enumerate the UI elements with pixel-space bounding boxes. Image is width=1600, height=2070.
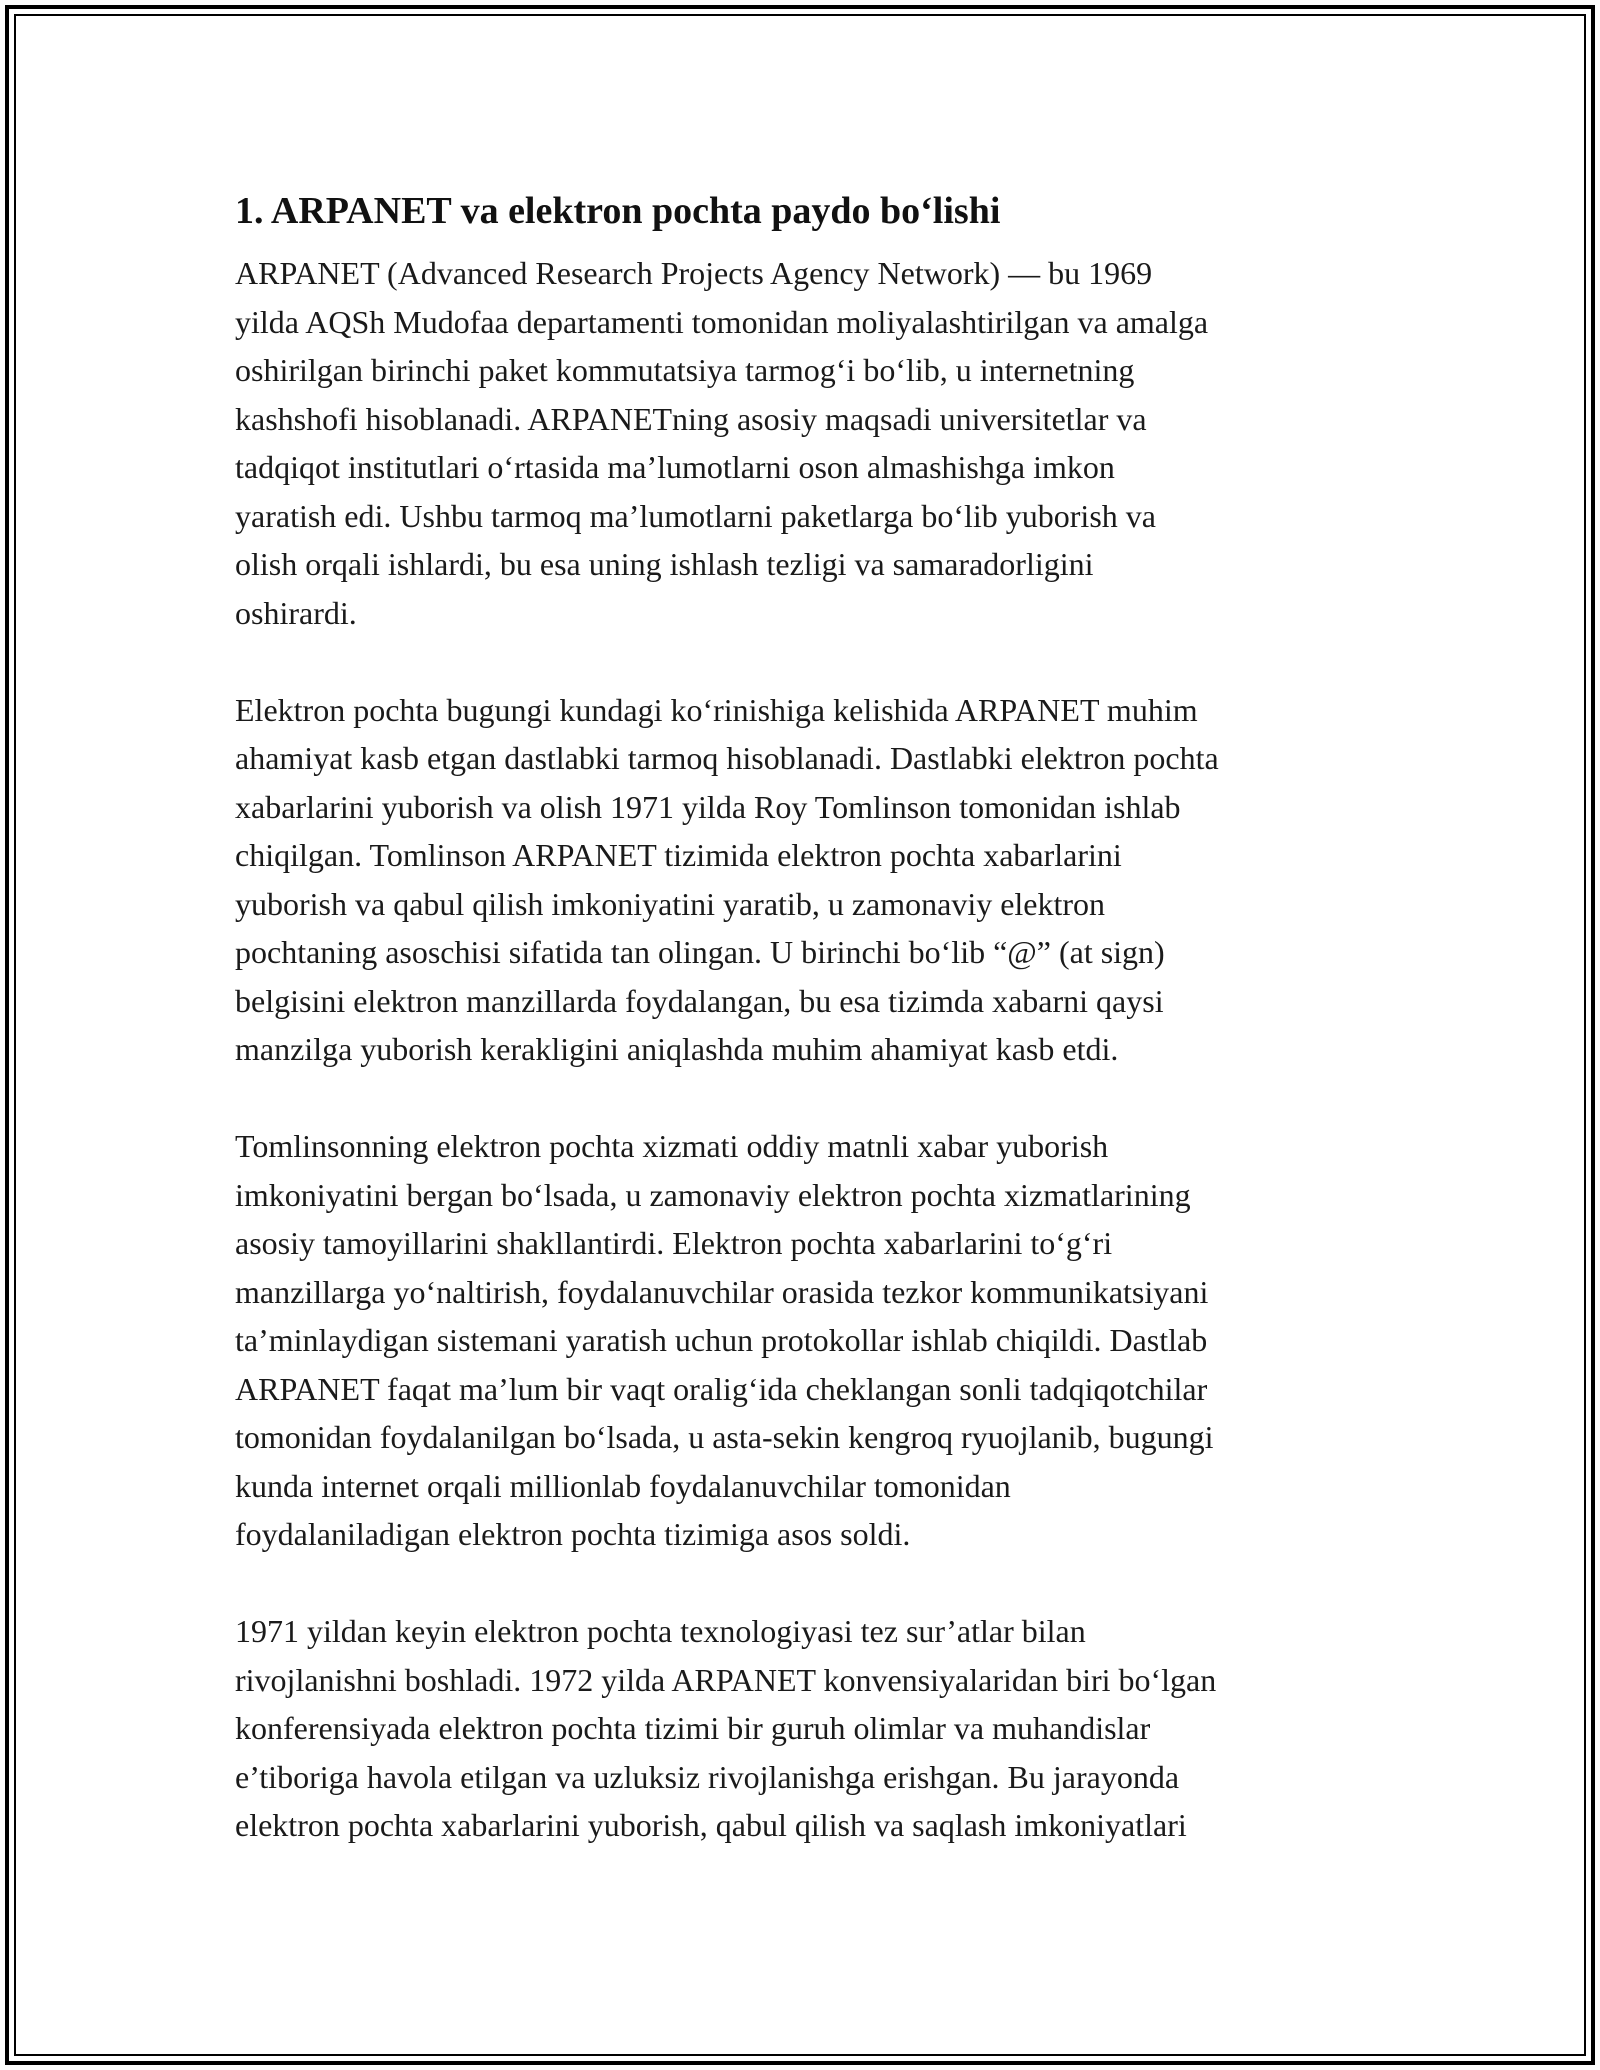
paragraph-email-origin [235,686,1375,1074]
text-line: ARPANET (Advanced Research Projects Agency Network) — bu 1969 [235,255,1153,291]
paragraph-tomlinson-service [235,1122,1375,1559]
text-line: olish orqali ishlardi, bu esa uning ishlash tezligi va samaradorligini [235,546,1094,582]
text-line: ARPANET faqat ma’lum bir vaqt oralig‘ida cheklangan sonli tadqiqotchilar [235,1370,1208,1407]
text-line: xabarlarini yuborish va olish 1971 yilda Roy Tomlinson tomonidan ishlab [235,788,1181,825]
text-line: ta’minlaydigan sistemani yaratish uchun protokollar ishlab chiqildi. Dastlab [235,1322,1208,1358]
text-line: asosiy tamoyillarini shakllantirdi. Elektron pochta xabarlarini to‘g‘ri [235,1225,1113,1261]
text-line: Tomlinsonning elektron pochta xizmati oddiy matnli xabar yuborish [235,1128,1109,1164]
paragraph-arpanet-intro [235,249,1375,637]
text-line: pochtaning asoschisi sifatida tan olingan. U birinchi bo‘lib “@” (at sign) [235,934,1165,970]
text-line: oshirilgan birinchi paket kommutatsiya tarmog‘i bo‘lib, u internetning [235,352,1135,388]
text-line: elektron pochta xabarlarini yuborish, qabul qilish va saqlash imkoniyatlari [235,1807,1187,1843]
text-line: e’tiboriga havola etilgan va uzluksiz rivojlanishga erishgan. Bu jarayonda [235,1758,1180,1795]
text-line: manzillarga yo‘naltirish, foydalanuvchilar orasida tezkor kommunikatsiyani [235,1273,1209,1310]
text-line: kunda internet orqali millionlab foydalanuvchilar tomonidan [235,1467,1011,1504]
text-line: yaratish edi. Ushbu tarmoq ma’lumotlarni paketlarga bo‘lib yuborish va [235,497,1156,534]
text-line: Elektron pochta bugungi kundagi ko‘rinishiga kelishida ARPANET muhim [235,691,1198,728]
text-line: imkoniyatini bergan bo‘lsada, u zamonaviy elektron pochta xizmatlarining [235,1176,1191,1213]
text-line: belgisini elektron manzillarda foydalangan, bu esa tizimda xabarni qaysi [235,982,1164,1019]
text-line: ahamiyat kasb etgan dastlabki tarmoq hisoblanadi. Dastlabki elektron pochta [235,740,1219,776]
text-line: rivojlanishni boshladi. 1972 yilda ARPANET konvensiyalaridan biri bo‘lgan [235,1661,1217,1698]
text-line: kashshofi hisoblanadi. ARPANETning asosiy maqsadi universitetlar va [235,400,1147,437]
text-line: 1971 yildan keyin elektron pochta texnologiyasi tez sur’atlar bilan [235,1613,1086,1649]
text-line: manzilga yuborish kerakligini aniqlashda muhim ahamiyat kasb etdi. [235,1031,1119,1067]
text-line: tadqiqot institutlari o‘rtasida ma’lumotlarni oson almashishga imkon [235,449,1115,485]
text-line: tomonidan foydalanilgan bo‘lsada, u asta-sekin kengroq ryuojlanib, bugungi [235,1419,1214,1455]
document-body [235,187,1375,1898]
text-line: yuborish va qabul qilish imkoniyatini yaratib, u zamonaviy elektron [235,885,1106,922]
text-line: yilda AQSh Mudofaa departamenti tomonidan moliyalashtirilgan va amalga [235,303,1209,340]
text-line: oshirardi. [235,594,357,631]
paragraph-email-development [235,1607,1375,1850]
text-line: konferensiyada elektron pochta tizimi bir guruh olimlar va muhandislar [235,1710,1151,1746]
section-heading: 1. ARPANET va elektron pochta paydo bo‘lishi [235,190,1001,232]
text-line: chiqilgan. Tomlinson ARPANET tizimida elektron pochta xabarlarini [235,837,1122,873]
text-line: foydalaniladigan elektron pochta tizimiga asos soldi. [235,1516,911,1552]
